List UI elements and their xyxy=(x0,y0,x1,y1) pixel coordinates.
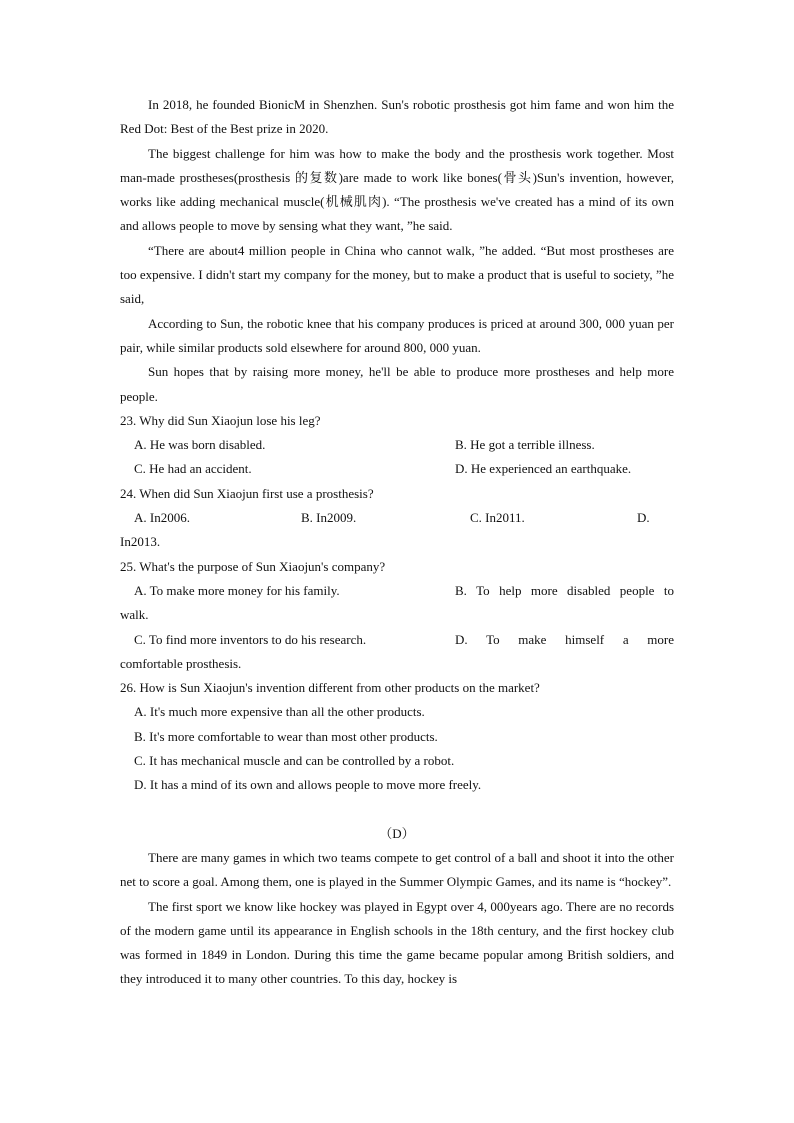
question-25-option-a: A. To make more money for his family. xyxy=(134,582,340,598)
question-23-option-d: D. He experienced an earthquake. xyxy=(455,461,632,477)
question-24-stem: 24. When did Sun Xiaojun first use a prosthesis? xyxy=(120,485,374,501)
question-25-options-row-2 xyxy=(120,628,674,652)
section-d-title: （D） xyxy=(379,825,415,841)
question-25-option-c: C. To find more inventors to do his research. xyxy=(134,631,367,647)
question-25-option-b-line1: B. To help more disabled people to xyxy=(455,582,674,598)
question-23-option-c: C. He had an accident. xyxy=(134,461,252,477)
passage-c-paragraph: “There are about4 million people in China who cannot walk, ”he added. “But most prostheses are too expensive. I didn't start my company for the money, but to make a product that is useful to society, ”he said, xyxy=(120,242,674,307)
question-24-option-c: C. In2011. xyxy=(470,510,525,526)
question-23-option-b: B. He got a terrible illness. xyxy=(455,437,595,453)
question-23-option-a: A. He was born disabled. xyxy=(134,437,266,453)
question-25-option-d-line2: comfortable prosthesis. xyxy=(120,655,242,671)
passage-c-paragraph: Sun hopes that by raising more money, he'll be able to produce more prostheses and help more people. xyxy=(120,364,674,404)
question-25-option-d-line1: D. To make himself a more xyxy=(455,631,674,647)
question-26-option-a: A. It's much more expensive than all the other products. xyxy=(134,704,425,720)
question-26-option-c: C. It has mechanical muscle and can be controlled by a robot. xyxy=(134,753,455,769)
question-26-option-b: B. It's more comfortable to wear than most other products. xyxy=(134,728,438,744)
passage-c-paragraph: The biggest challenge for him was how to make the body and the prosthesis work together. Most man-made prostheses(prosthesis 的复数)are made to work like bones(骨头)Sun's invention, however, works like adding mechanical muscle(机械肌肉). “The prosthesis we've created has a mind of its own and allows people to move by sensing what they want, ”he said. xyxy=(120,145,674,234)
question-26-stem: 26. How is Sun Xiaojun's invention different from other products on the market? xyxy=(120,680,540,696)
question-23-options-row-2 xyxy=(120,457,674,481)
question-24-option-d-label: D. xyxy=(637,510,650,526)
question-25-option-b-line2: walk. xyxy=(120,607,149,623)
document-page xyxy=(120,93,674,992)
question-25-options-row-1 xyxy=(120,579,674,603)
passage-c-paragraph: According to Sun, the robotic knee that his company produces is priced at around 300, 000 yuan per pair, while similar products sold elsewhere for around 800, 000 yuan. xyxy=(120,315,674,355)
passage-d-paragraph: There are many games in which two teams compete to get control of a ball and shoot it into the other net to score a goal. Among them, one is played in the Summer Olympic Games, and its name is “hockey”. xyxy=(120,849,674,890)
question-24-option-b: B. In2009. xyxy=(301,510,357,526)
question-23-stem: 23. Why did Sun Xiaojun lose his leg? xyxy=(120,412,321,428)
question-26-option-d: D. It has a mind of its own and allows people to move more freely. xyxy=(134,777,482,793)
question-23-options-row-1 xyxy=(120,433,674,457)
passage-c-paragraph: In 2018, he founded BionicM in Shenzhen. Sun's robotic prosthesis got him fame and won him the Red Dot: Best of the Best prize in 2020. xyxy=(120,97,674,137)
question-25-stem: 25. What's the purpose of Sun Xiaojun's company? xyxy=(120,558,386,574)
question-24-option-d-value: In2013. xyxy=(120,534,161,550)
passage-d-paragraph: The first sport we know like hockey was played in Egypt over 4, 000years ago. There are no records of the modern game until its appearance in English schools in the 18th century, and the first hockey club was formed in 1849 in London. During this time the game became popular among British soldiers, and they introduced it to many other countries. To this day, hockey is xyxy=(120,898,674,987)
question-24-option-a: A. In2006. xyxy=(134,510,190,526)
question-24-options xyxy=(120,506,674,530)
